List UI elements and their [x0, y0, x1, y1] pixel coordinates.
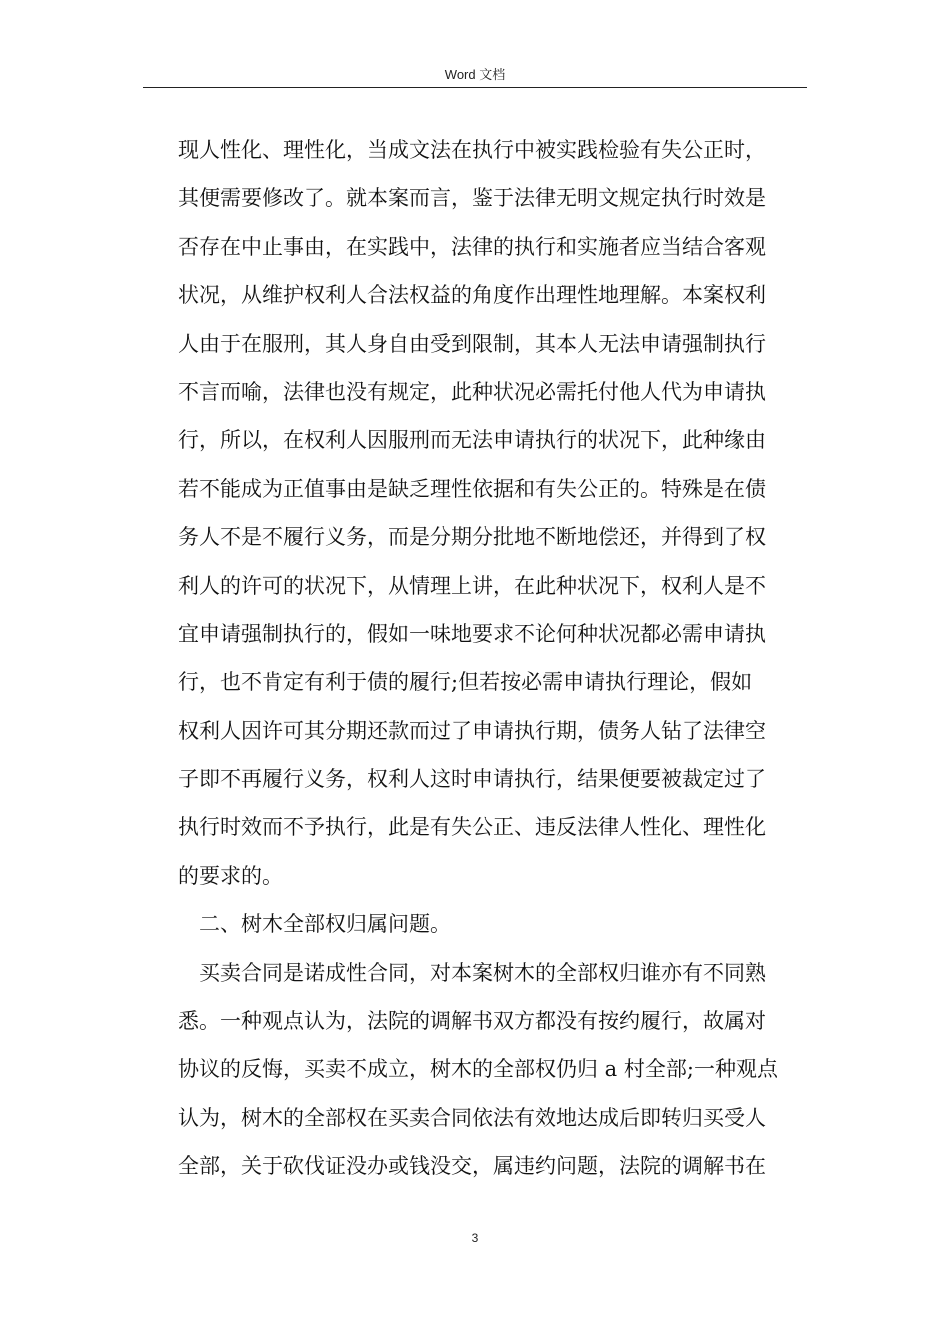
body-line: 行，所以，在权利人因服刑而无法申请执行的状况下，此种缘由	[178, 428, 766, 453]
body-line: 不言而喻，法律也没有规定，此种状况必需托付他人代为申请执	[178, 379, 766, 404]
body-line: 其便需要修改了。就本案而言，鉴于法律无明文规定执行时效是	[178, 186, 766, 211]
body-line: 务人不是不履行义务，而是分期分批地不断地偿还，并得到了权	[178, 525, 766, 550]
body-line: 协议的反悔，买卖不成立，树木的全部权仍归 a 村全部;一种观点	[178, 1057, 778, 1082]
body-line: 子即不再履行义务，权利人这时申请执行，结果便要被裁定过了	[178, 767, 766, 792]
body-line: 否存在中止事由，在实践中，法律的执行和实施者应当结合客观	[178, 234, 766, 259]
body-line: 认为，树木的全部权在买卖合同依法有效地达成后即转归买受人	[178, 1105, 766, 1130]
body-line: 执行时效而不予执行，此是有失公正、违反法律人性化、理性化	[178, 815, 766, 840]
page-number: 3	[471, 1231, 479, 1245]
body-line: 若不能成为正值事由是缺乏理性依据和有失公正的。特殊是在债	[178, 476, 766, 501]
body-line: 的要求的。	[178, 863, 283, 888]
body-line: 权利人因许可其分期还款而过了申请执行期，债务人钻了法律空	[178, 718, 766, 743]
body-line: 利人的许可的状况下，从情理上讲，在此种状况下，权利人是不	[178, 573, 766, 598]
body-line: 行，也不肯定有利于债的履行;但若按必需申请执行理论，假如	[178, 670, 753, 695]
paragraph-first-line: 买卖合同是诺成性合同，对本案树木的全部权归谁亦有不同熟	[199, 960, 766, 985]
body-line: 状况，从维护权利人合法权益的角度作出理性地理解。本案权利	[178, 283, 766, 308]
body-line: 悉。一种观点认为，法院的调解书双方都没有按约履行，故属对	[178, 1009, 766, 1034]
page-header-title: Word 文档	[444, 67, 506, 82]
header-divider	[143, 87, 807, 88]
body-line: 宜申请强制执行的，假如一味地要求不论何种状况都必需申请执	[178, 621, 766, 646]
document-body	[178, 126, 818, 1191]
body-line: 全部，关于砍伐证没办或钱没交，属违约问题，法院的调解书在	[178, 1154, 766, 1179]
body-line: 现人性化、理性化，当成文法在执行中被实践检验有失公正时，	[178, 138, 766, 162]
section-heading: 二、树木全部权归属问题。	[199, 912, 451, 937]
body-line: 人由于在服刑，其人身自由受到限制，其本人无法申请强制执行	[178, 331, 766, 356]
